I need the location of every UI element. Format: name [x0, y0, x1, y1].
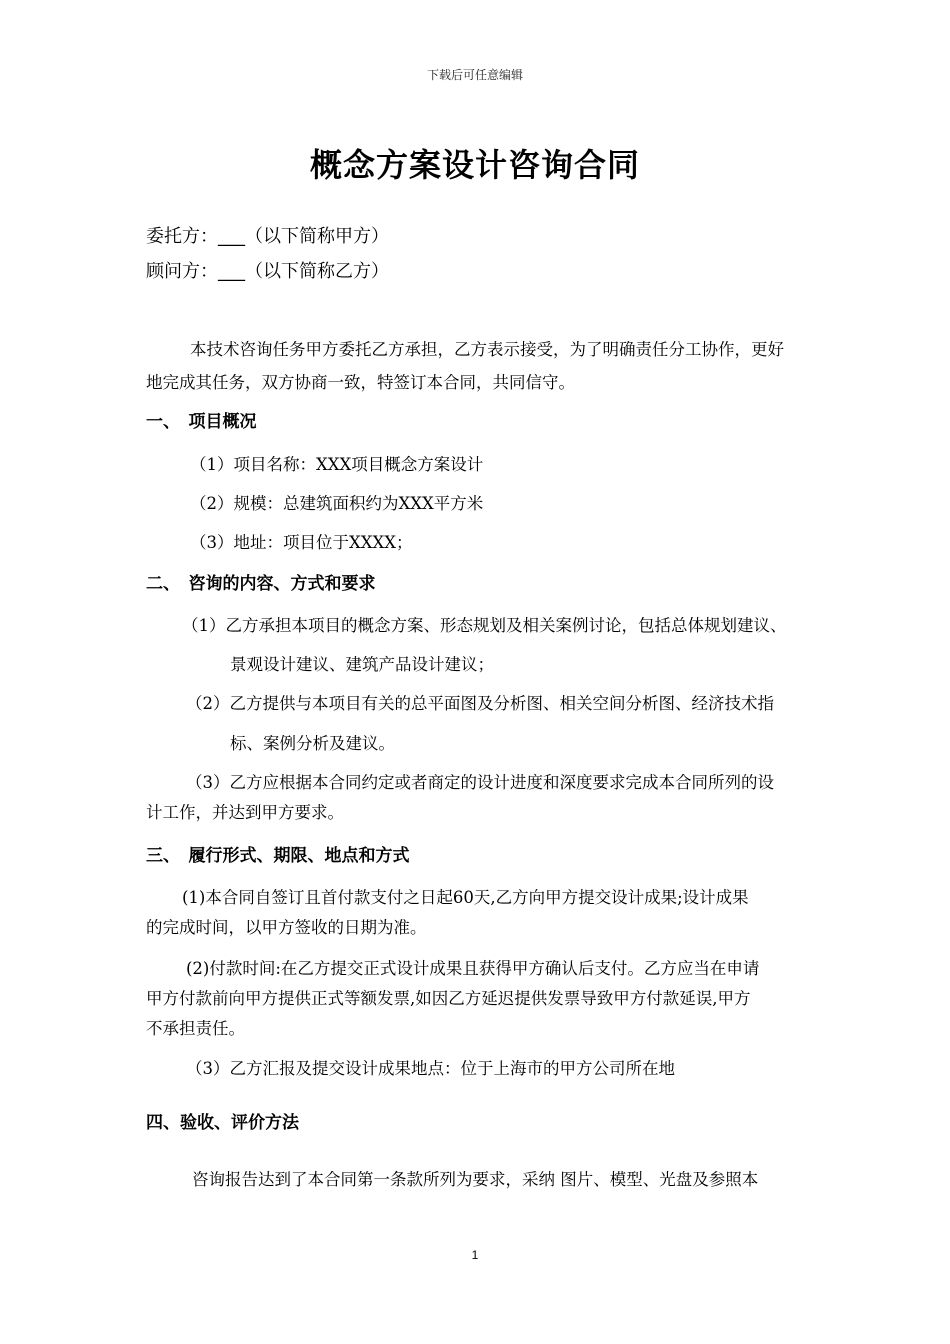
section-4-line-1: 咨询报告达到了本合同第一条款所列为要求，采纳 图片、模型、光盘及参照本: [192, 1170, 759, 1189]
section-3-item-3: （3）乙方汇报及提交设计成果地点：位于上海市的甲方公司所在地: [186, 1059, 675, 1078]
section-3-item-1-line-1: (1)本合同自签订且首付款支付之日起60天,乙方向甲方提交设计成果;设计成果: [182, 888, 749, 907]
document-title: 概念方案设计咨询合同: [309, 146, 640, 184]
client-party: 委托方：___（以下简称甲方）: [146, 226, 389, 247]
section-2-item-1-line-1: （1）乙方承担本项目的概念方案、形态规划及相关案例讨论，包括总体规划建议、: [182, 616, 787, 635]
section-3-item-2-line-2: 甲方付款前向甲方提供正式等额发票,如因乙方延迟提供发票导致甲方付款延误,甲方: [146, 989, 751, 1008]
section-1-item-1: （1）项目名称：XXX项目概念方案设计: [190, 455, 484, 474]
section-3-item-2-line-3: 不承担责任。: [146, 1019, 245, 1038]
page-number: 1: [471, 1248, 479, 1262]
section-2-item-3-line-2: 计工作，并达到甲方要求。: [146, 803, 344, 822]
intro-line-1: 本技术咨询任务甲方委托乙方承担，乙方表示接受，为了明确责任分工协作，更好: [190, 340, 784, 359]
header-note: 下载后可任意编辑: [426, 68, 523, 82]
section-2-item-3-line-1: （3）乙方应根据本合同约定或者商定的设计进度和深度要求完成本合同所列的设: [186, 773, 774, 792]
section-2-item-2-line-1: （2）乙方提供与本项目有关的总平面图及分析图、相关空间分析图、经济技术指: [186, 694, 774, 713]
section-3-item-2-line-1: (2)付款时间:在乙方提交正式设计成果且获得甲方确认后支付。乙方应当在申请: [186, 959, 760, 978]
section-1-heading: 一、 项目概况: [146, 412, 257, 432]
section-4-heading: 四、验收、评价方法: [146, 1113, 299, 1133]
section-3-item-1-line-2: 的完成时间，以甲方签收的日期为准。: [146, 918, 427, 937]
section-2-heading: 二、 咨询的内容、方式和要求: [146, 574, 376, 594]
intro-line-2: 地完成其任务，双方协商一致，特签订本合同，共同信守。: [146, 373, 575, 392]
consultant-party: 顾问方：___（以下简称乙方）: [146, 261, 389, 282]
section-2-item-2-line-2: 标、案例分析及建议。: [230, 734, 395, 753]
section-1-item-2: （2）规模：总建筑面积约为XXX平方米: [190, 494, 484, 513]
section-1-item-3: （3）地址：项目位于XXXX；: [190, 533, 413, 552]
section-2-item-1-line-2: 景观设计建议、建筑产品设计建议；: [230, 655, 494, 674]
section-3-heading: 三、 履行形式、期限、地点和方式: [146, 846, 410, 866]
